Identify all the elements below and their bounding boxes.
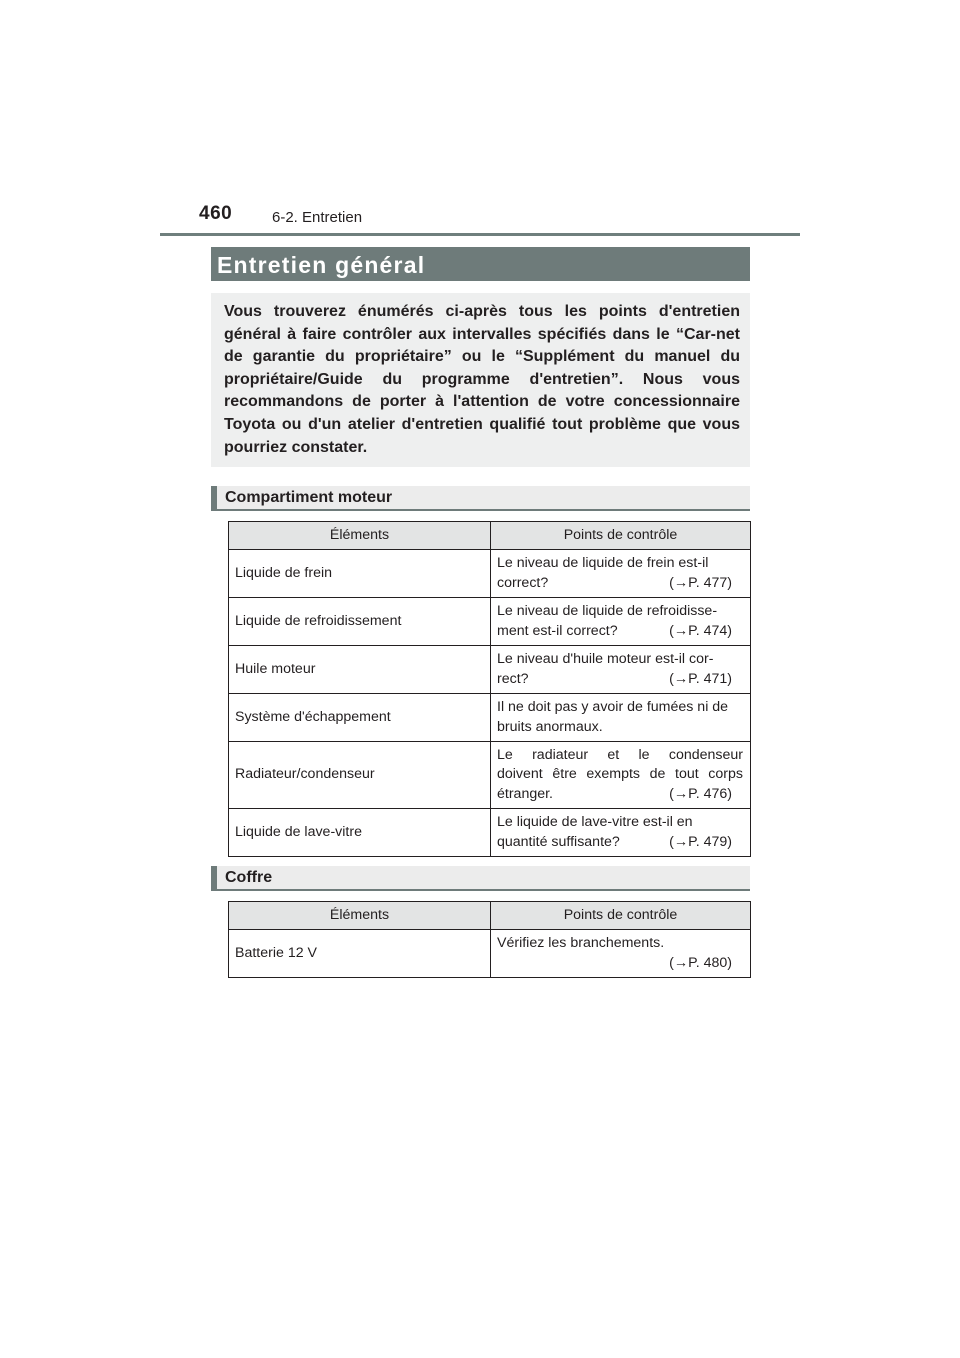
check-text: Le niveau de liquide de refroidisse- xyxy=(497,603,718,619)
check-cell xyxy=(491,646,751,694)
page-reference: (→P. 474) xyxy=(669,622,732,639)
item-cell: Liquide de lave-vitre xyxy=(229,809,491,857)
check-text-line: doivent être exempts de tout corps xyxy=(497,766,743,783)
column-header-points: Points de contrôle xyxy=(491,902,751,930)
item-cell: Liquide de refroidissement xyxy=(229,598,491,646)
item-cell: Batterie 12 V xyxy=(229,930,491,978)
page-reference: (→P. 479) xyxy=(669,833,732,850)
check-cell xyxy=(491,930,751,978)
check-text-line: étranger. (→P. 476) xyxy=(497,785,743,805)
check-cell xyxy=(491,598,751,646)
check-cell xyxy=(491,694,751,742)
trunk-checks-table xyxy=(228,901,751,978)
table-header-row xyxy=(229,522,751,550)
check-text-line: rect? (→P. 471) xyxy=(497,670,743,690)
header-divider xyxy=(160,233,800,236)
table-row xyxy=(229,598,751,646)
item-cell: Système d'échappement xyxy=(229,694,491,742)
table-row xyxy=(229,694,751,742)
check-cell xyxy=(491,550,751,598)
check-text: Le liquide de lave-vitre est-il en xyxy=(497,814,693,830)
table-row xyxy=(229,550,751,598)
page-reference: (→P. 477) xyxy=(669,574,732,591)
table-row xyxy=(229,809,751,857)
check-text: Le niveau d'huile moteur est-il cor- xyxy=(497,651,714,667)
check-text: Le niveau de liquide de frein est-il xyxy=(497,555,709,571)
check-cell xyxy=(491,742,751,809)
section-label: 6-2. Entretien xyxy=(272,209,363,226)
check-text: Le radiateur et le condenseur xyxy=(497,746,743,763)
page-reference: (→P. 480) xyxy=(669,954,732,971)
page-title: Entretien général xyxy=(211,247,750,281)
intro-paragraph: Vous trouverez énumérés ci-après tous les points d'entretien général à faire contrôler aux intervalles spécifiés dans le “Car-net de garantie du propriétaire” ou le “Supplément du manuel du propriétaire/Guide du programme d'entretien”. Nous vous recommandons de porter à l'attention de votre concessionnaire Toyota ou d'un atelier d'entretien qualifié tout problème que vous pourriez constater. xyxy=(211,293,750,467)
column-header-items: Éléments xyxy=(229,902,491,930)
check-cell xyxy=(491,809,751,857)
table-header-row xyxy=(229,902,751,930)
column-header-points: Points de contrôle xyxy=(491,522,751,550)
page-reference: (→P. 476) xyxy=(669,785,732,802)
column-header-items: Éléments xyxy=(229,522,491,550)
check-text-line: ment est-il correct? (→P. 474) xyxy=(497,622,743,642)
table-row xyxy=(229,646,751,694)
item-cell: Huile moteur xyxy=(229,646,491,694)
table-row xyxy=(229,930,751,978)
subsection-heading-trunk: Coffre xyxy=(211,866,750,891)
check-text-line: quantité suffisante? (→P. 479) xyxy=(497,833,743,853)
page-number: 460 xyxy=(199,203,233,224)
item-cell: Radiateur/condenseur xyxy=(229,742,491,809)
check-text: Il ne doit pas y avoir de fumées ni de xyxy=(497,699,729,715)
check-text: Vérifiez les branchements. xyxy=(497,935,665,951)
engine-checks-table xyxy=(228,521,751,857)
subsection-heading-engine: Compartiment moteur xyxy=(211,486,750,511)
item-cell: Liquide de frein xyxy=(229,550,491,598)
table-row xyxy=(229,742,751,809)
check-text-line: correct? (→P. 477) xyxy=(497,574,743,594)
page-reference: (→P. 471) xyxy=(669,670,732,687)
check-text-line: bruits anormaux. xyxy=(497,718,603,735)
